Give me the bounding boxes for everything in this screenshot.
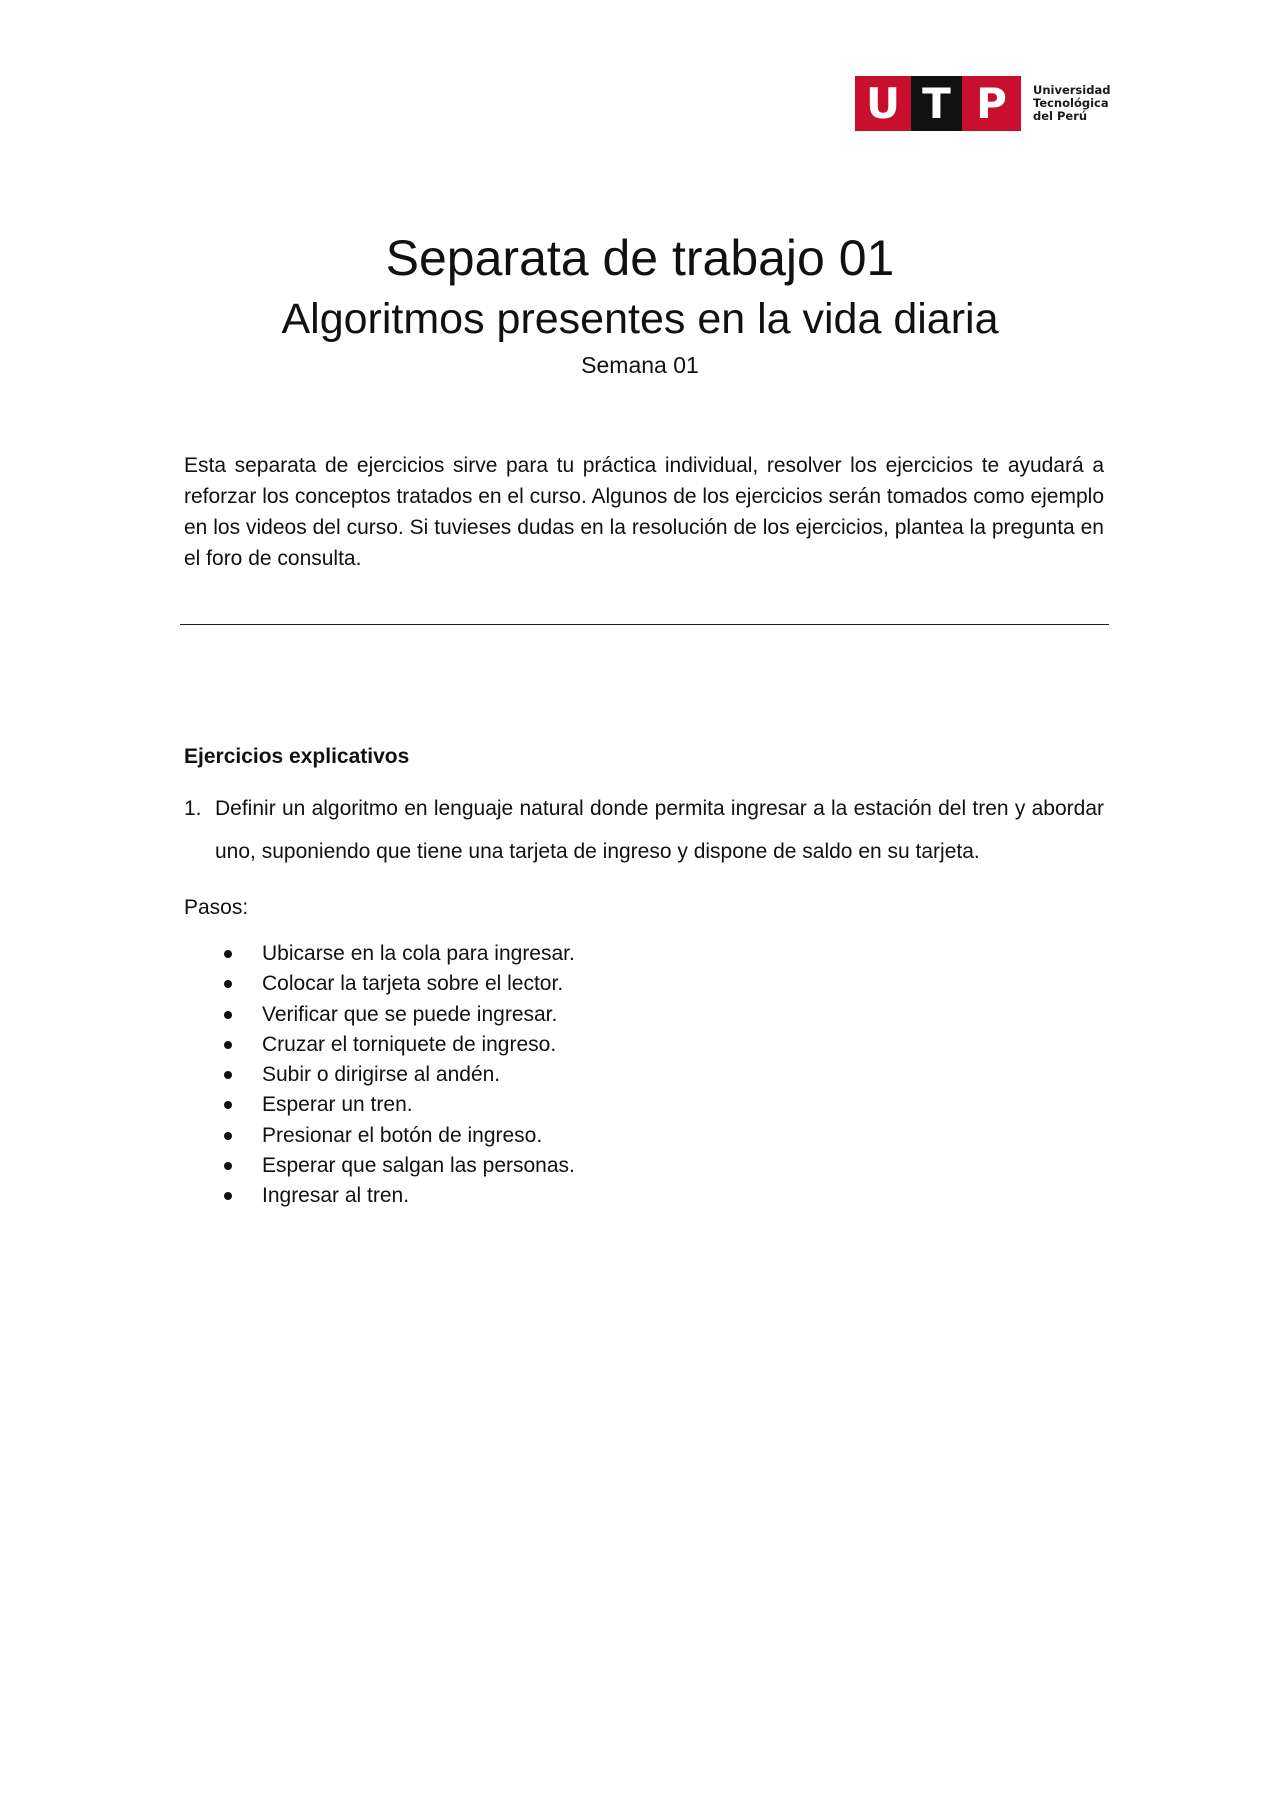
intro-paragraph: Esta separata de ejercicios sirve para tu práctica individual, resolver los ejercicios te ayudará a reforzar los conceptos tratados en el curso. Algunos de los ejercicios serán tomados como ejemplo en los videos del curso. Si tuvieses dudas en la resolución de los ejercicios, plantea la pregunta en el foro de consulta. <box>184 454 1104 570</box>
step-text: Esperar un tren. <box>262 1093 413 1117</box>
logo-name-line: Tecnológica <box>1033 96 1109 110</box>
logo-name-line: Universidad <box>1033 83 1111 97</box>
section-divider <box>180 624 1109 625</box>
step-text: Ingresar al tren. <box>262 1184 410 1208</box>
logo-name-line: del Perú <box>1033 109 1088 123</box>
bullet-icon <box>224 1101 232 1109</box>
list-item <box>184 939 575 969</box>
list-item <box>184 1000 575 1030</box>
list-item <box>184 1060 575 1090</box>
step-text: Verificar que se puede ingresar. <box>262 1002 558 1026</box>
list-item <box>184 1121 575 1151</box>
step-text: Cruzar el torniquete de ingreso. <box>262 1032 557 1056</box>
bullet-icon <box>224 1071 232 1079</box>
list-item <box>184 1030 575 1060</box>
bullet-icon <box>224 1132 232 1140</box>
bullet-icon <box>224 1192 232 1200</box>
bullet-icon <box>224 1011 232 1019</box>
exercise-number: 1. <box>184 797 202 820</box>
step-text: Presionar el botón de ingreso. <box>262 1123 543 1147</box>
step-text: Subir o dirigirse al andén. <box>262 1063 501 1087</box>
logo-letter-u: U <box>855 76 911 131</box>
week-label: Semana 01 <box>581 352 699 378</box>
document-subtitle: Algoritmos presentes en la vida diaria <box>281 295 999 343</box>
section-heading: Ejercicios explicativos <box>184 745 410 768</box>
list-item <box>184 969 575 999</box>
list-item <box>184 1151 575 1181</box>
bullet-icon <box>224 1041 232 1049</box>
steps-label: Pasos: <box>184 896 249 919</box>
logo-letter-p: P <box>962 76 1021 131</box>
utp-logo <box>855 76 1110 131</box>
list-item <box>184 1090 575 1120</box>
utp-logo-mark <box>855 76 1021 131</box>
exercise-text: Definir un algoritmo en lenguaje natural donde permita ingresar a la estación del tren y abordar uno, suponiendo que tiene una tarjeta de ingreso y dispone de saldo en su tarjeta. <box>215 797 1104 863</box>
steps-list <box>184 939 575 1212</box>
bullet-icon <box>224 1162 232 1170</box>
bullet-icon <box>224 980 232 988</box>
step-text: Esperar que salgan las personas. <box>262 1154 575 1178</box>
document-title: Separata de trabajo 01 <box>385 230 895 286</box>
list-item <box>184 1181 575 1211</box>
logo-university-name <box>1033 84 1110 123</box>
logo-letter-t: T <box>911 76 962 131</box>
exercise-item <box>184 787 1104 873</box>
bullet-icon <box>224 950 232 958</box>
step-text: Colocar la tarjeta sobre el lector. <box>262 972 564 996</box>
step-text: Ubicarse en la cola para ingresar. <box>262 942 575 965</box>
